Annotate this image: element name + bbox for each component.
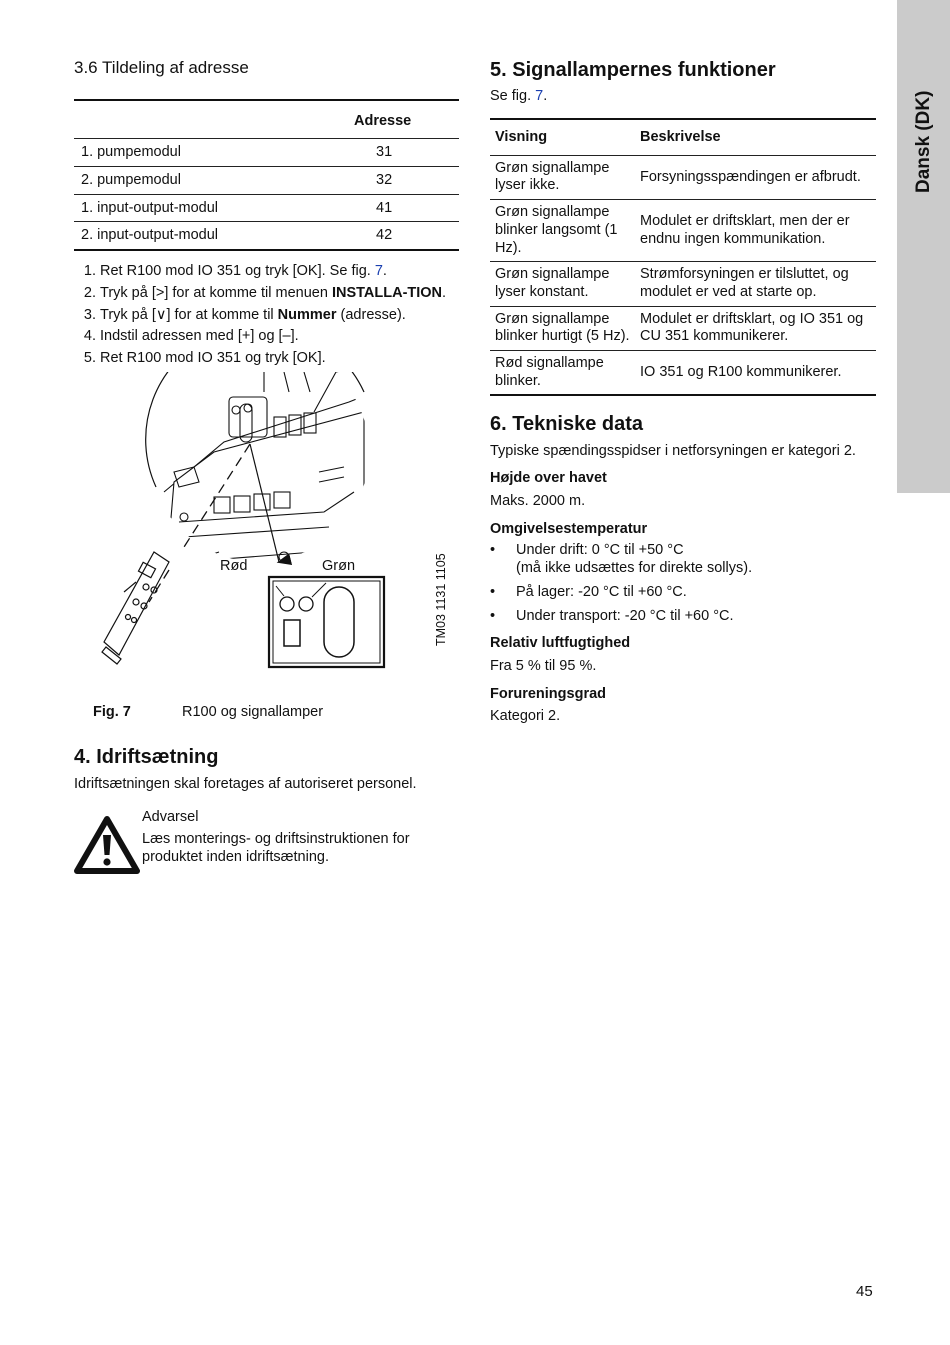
list-item bbox=[490, 584, 876, 602]
beskrivelse-cell: Modulet er driftsklart, men der er endnu ingen kommunikation. bbox=[635, 200, 876, 262]
altitude-heading: Højde over havet bbox=[490, 470, 607, 487]
beskrivelse-cell: Forsyningsspændingen er afbrudt. bbox=[635, 155, 876, 199]
left-column bbox=[74, 58, 459, 875]
figure-link[interactable]: 7 bbox=[374, 263, 383, 280]
module-cell: 1. pumpemodul bbox=[74, 139, 354, 167]
step-2 bbox=[100, 285, 459, 303]
led-panel bbox=[269, 577, 384, 667]
red-led-icon bbox=[280, 597, 294, 611]
step-5 bbox=[100, 350, 459, 368]
visning-cell: Grøn signallampe blinker hurtigt (5 Hz). bbox=[490, 306, 635, 350]
menu-name: INSTALLA-TION bbox=[331, 284, 443, 301]
section-5-ref bbox=[490, 88, 876, 106]
figure-code: TM03 1131 1105 bbox=[434, 552, 448, 646]
altitude-value: Maks. 2000 m. bbox=[490, 493, 586, 510]
signal-table bbox=[490, 118, 876, 396]
step-text: Ret R100 mod IO 351 og tryk [OK]. Se fig. bbox=[100, 263, 375, 280]
humidity-heading: Relativ luftfugtighed bbox=[490, 635, 631, 652]
section-3-6-title: 3.6 Tildeling af adresse bbox=[74, 58, 249, 77]
list-item bbox=[490, 608, 876, 626]
beskrivelse-cell: IO 351 og R100 kommunikerer. bbox=[635, 350, 876, 395]
step-text: Tryk på [>] for at komme til menuen bbox=[100, 284, 332, 301]
module-cell: 2. input-output-modul bbox=[74, 222, 354, 250]
right-column bbox=[490, 58, 876, 726]
beskrivelse-cell: Modulet er driftsklart, og IO 351 og CU 351 kommunikerer. bbox=[635, 306, 876, 350]
warning-box bbox=[74, 809, 459, 875]
visning-cell: Grøn signallampe blinker langsomt (1 Hz). bbox=[490, 200, 635, 262]
visning-cell: Grøn signallampe lyser ikke. bbox=[490, 155, 635, 199]
address-col-address: Adresse bbox=[354, 100, 459, 139]
section-4-title: 4. Idriftsætning bbox=[74, 746, 219, 769]
visning-cell: Grøn signallampe lyser konstant. bbox=[490, 262, 635, 306]
humidity-value: Fra 5 % til 95 %. bbox=[490, 657, 597, 674]
address-cell: 32 bbox=[354, 167, 459, 195]
table-row bbox=[490, 350, 876, 395]
warning-content bbox=[142, 809, 459, 875]
table-row bbox=[490, 155, 876, 199]
green-led-label: Grøn bbox=[322, 557, 356, 574]
module-illustration bbox=[74, 372, 459, 692]
figure-caption-text: R100 og signallamper bbox=[182, 703, 324, 720]
signal-table-header bbox=[490, 119, 876, 155]
temperature-heading: Omgivelsestemperatur bbox=[490, 520, 648, 537]
address-steps bbox=[74, 263, 459, 367]
temp-note: (må ikke udsættes for direkte sollys). bbox=[516, 560, 753, 577]
figure-number: Fig. 7 bbox=[93, 703, 131, 720]
step-text: Indstil adressen med [+] og [–]. bbox=[100, 328, 299, 345]
language-tab-label: Dansk (DK) bbox=[913, 90, 934, 193]
figure-caption bbox=[74, 704, 459, 722]
menu-name: Nummer bbox=[277, 306, 337, 323]
step-1 bbox=[100, 263, 459, 281]
warning-text: Læs monterings- og driftsinstruktionen for produktet inden idriftsætning. bbox=[142, 831, 410, 865]
address-cell: 41 bbox=[354, 194, 459, 222]
module-cell: 2. pumpemodul bbox=[74, 167, 354, 195]
temp-item-text: På lager: -20 °C til +60 °C. bbox=[516, 583, 687, 600]
r100-remote bbox=[102, 552, 169, 664]
address-cell: 42 bbox=[354, 222, 459, 250]
table-row bbox=[490, 306, 876, 350]
step-text: Tryk på [∨] for at komme til bbox=[100, 306, 278, 323]
beskrivelse-cell: Strømforsyningen er tilsluttet, og modulet er ved at starte op. bbox=[635, 262, 876, 306]
step-text: (adresse). bbox=[336, 306, 406, 323]
address-col-module bbox=[74, 100, 354, 139]
pollution-heading: Forureningsgrad bbox=[490, 685, 607, 702]
visning-cell: Rød signallampe blinker. bbox=[490, 350, 635, 395]
language-tab bbox=[897, 0, 950, 493]
step-text: Ret R100 mod IO 351 og tryk [OK]. bbox=[100, 349, 326, 366]
figure-link[interactable]: 7 bbox=[535, 88, 544, 105]
table-row bbox=[490, 200, 876, 262]
ref-text: . bbox=[543, 88, 548, 105]
warning-triangle-icon bbox=[74, 815, 140, 875]
section-4-body: Idriftsætningen skal foretages af autoriseret personel. bbox=[74, 775, 417, 792]
temp-item-text: Under drift: 0 °C til +50 °C bbox=[516, 542, 684, 559]
address-table bbox=[74, 99, 459, 251]
table-row bbox=[490, 262, 876, 306]
step-text: . bbox=[442, 284, 447, 301]
section-6-title: 6. Tekniske data bbox=[490, 413, 644, 436]
section-6-intro: Typiske spændingsspidser i netforsyningen er kategori 2. bbox=[490, 442, 856, 459]
red-led-label: Rød bbox=[220, 557, 248, 574]
list-item bbox=[490, 542, 876, 577]
table-row bbox=[74, 167, 459, 195]
table-row bbox=[74, 139, 459, 167]
section-5-title: 5. Signallampernes funktioner bbox=[490, 59, 776, 81]
temperature-list bbox=[490, 542, 876, 625]
module-cell: 1. input-output-modul bbox=[74, 194, 354, 222]
col-visning: Visning bbox=[490, 119, 635, 155]
table-row bbox=[74, 194, 459, 222]
col-beskrivelse: Beskrivelse bbox=[635, 119, 876, 155]
warning-title: Advarsel bbox=[142, 809, 199, 826]
table-row bbox=[74, 222, 459, 250]
page-number: 45 bbox=[856, 1283, 873, 1300]
step-4 bbox=[100, 328, 459, 346]
green-led-icon bbox=[299, 597, 313, 611]
step-3 bbox=[100, 307, 459, 325]
address-cell: 31 bbox=[354, 139, 459, 167]
ref-text: Se fig. bbox=[490, 88, 536, 105]
pollution-value: Kategori 2. bbox=[490, 708, 561, 725]
step-text: . bbox=[382, 263, 387, 280]
address-table-header bbox=[74, 100, 459, 139]
temp-item-text: Under transport: -20 °C til +60 °C. bbox=[516, 607, 734, 624]
figure-7 bbox=[74, 372, 459, 702]
